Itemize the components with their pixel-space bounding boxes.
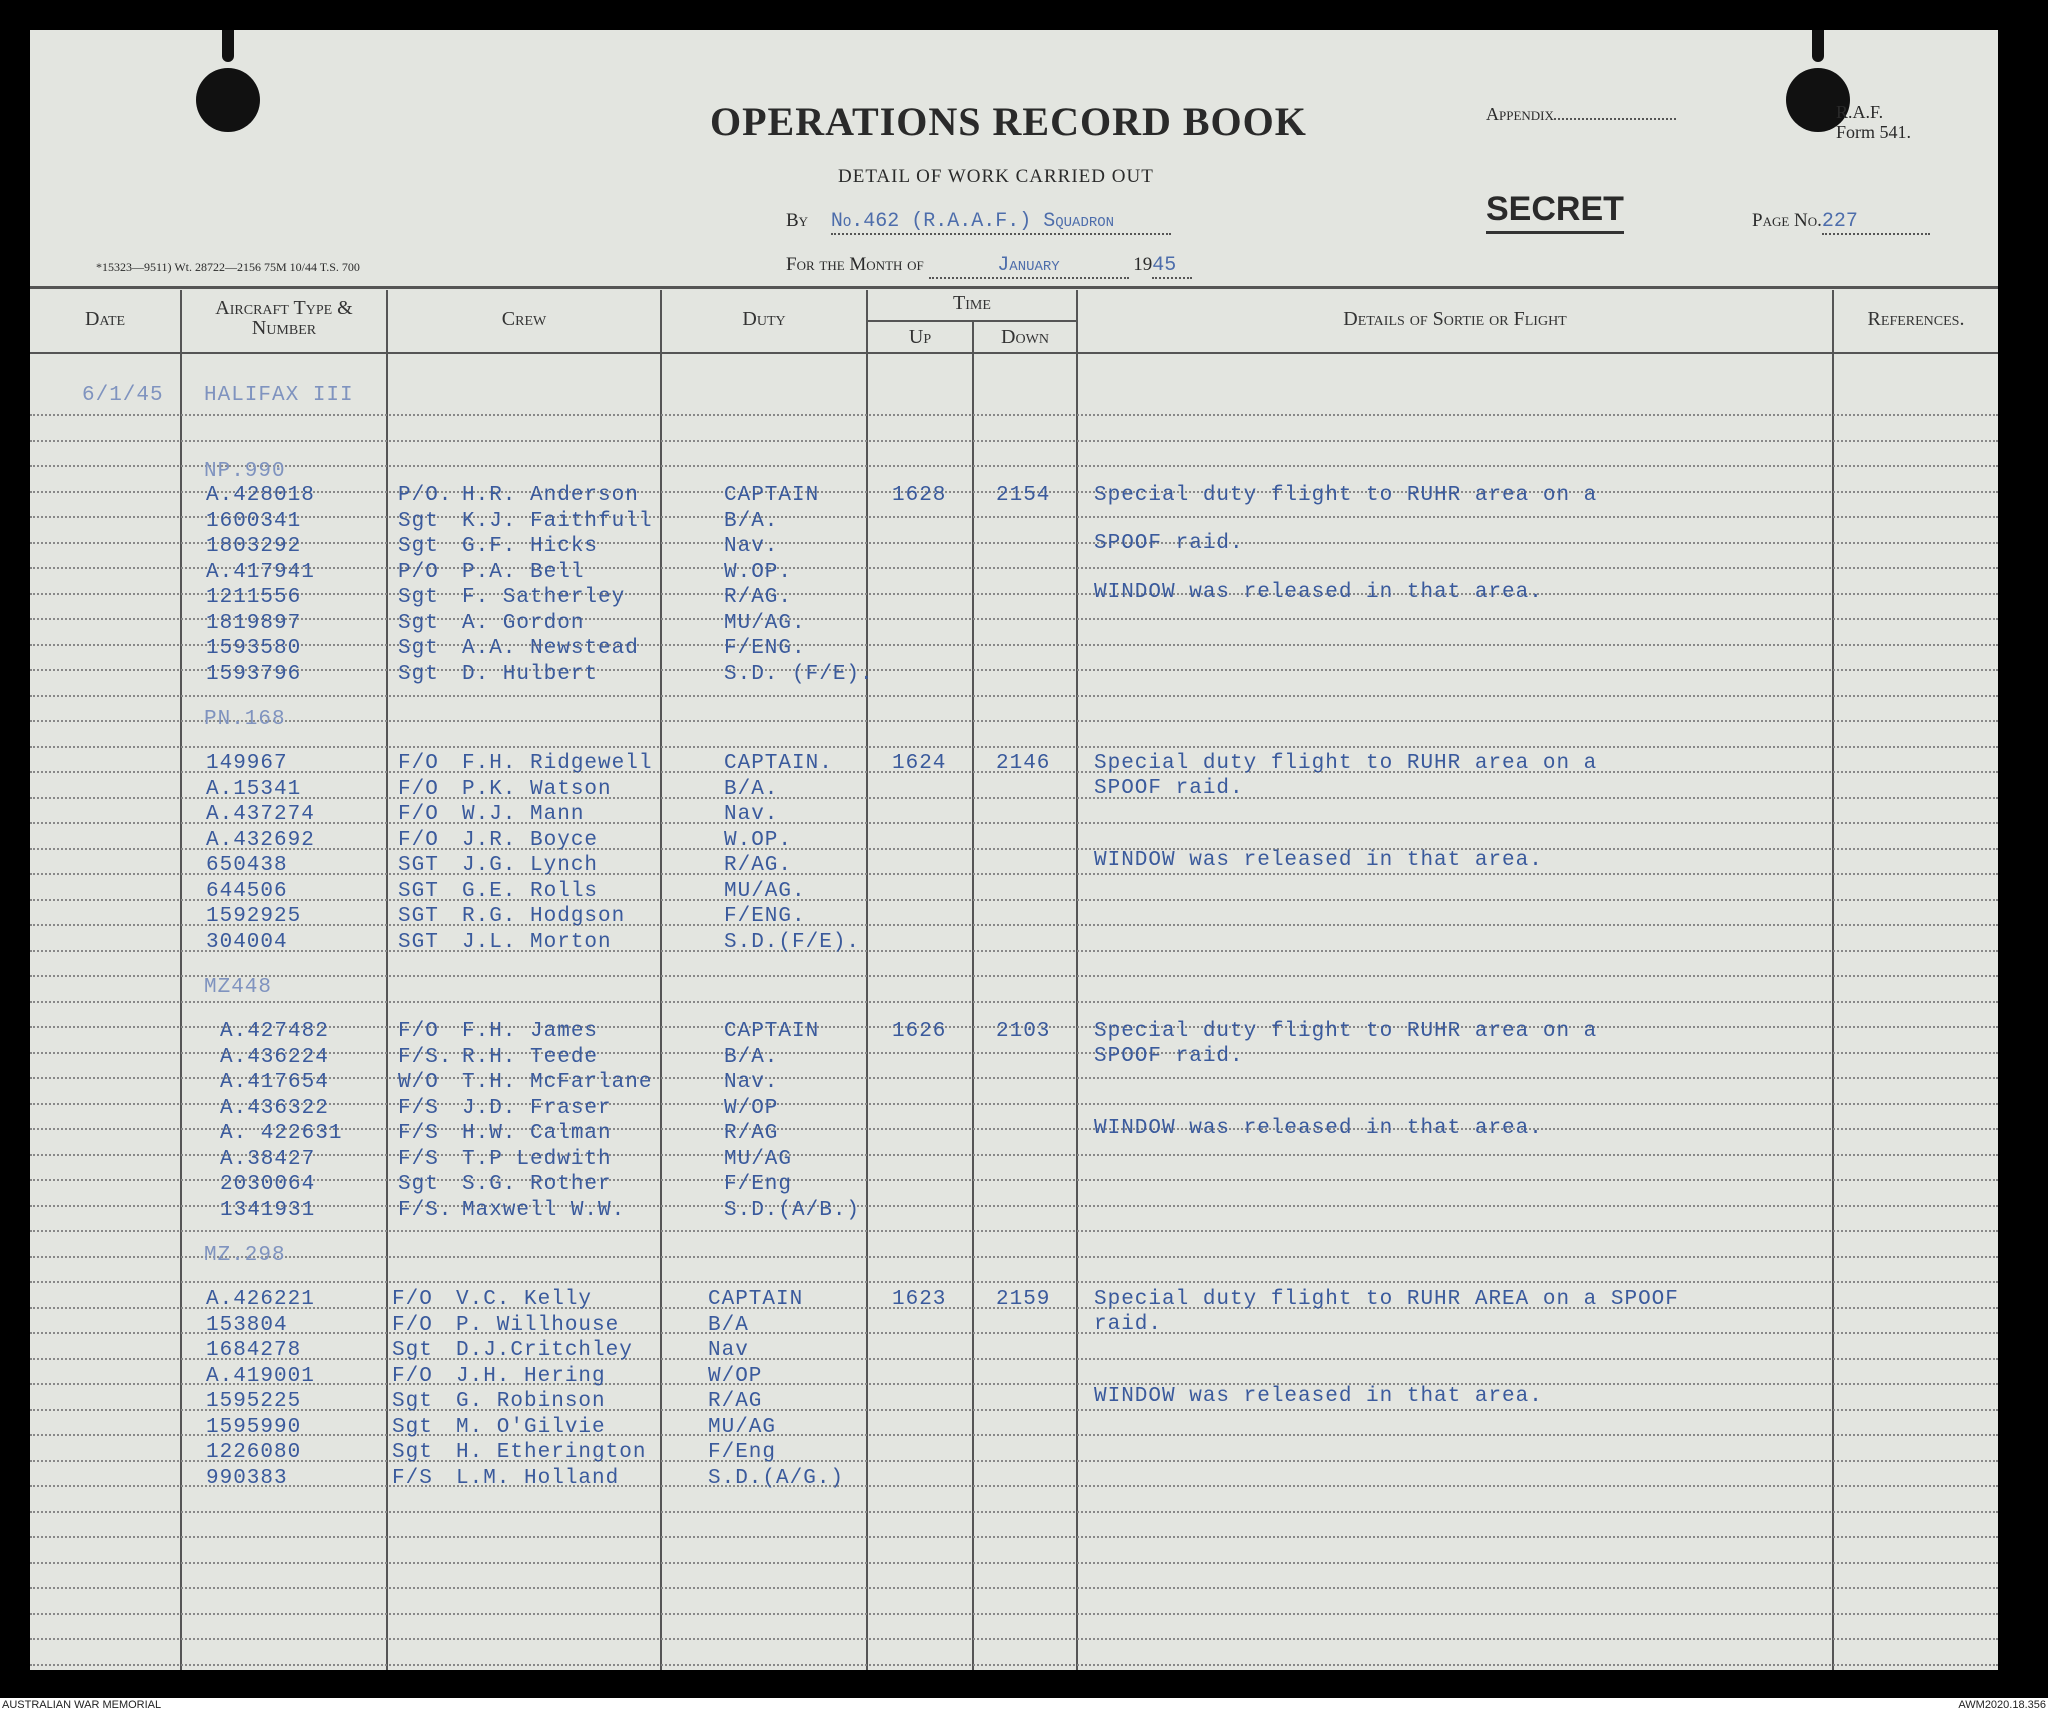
sortie-details-line: WINDOW was released in that area. — [1094, 1385, 1543, 1408]
crew-service-number: 304004 — [206, 930, 288, 954]
crew-rank: F/O — [398, 803, 439, 826]
ruled-line — [30, 924, 1998, 926]
print-code: *15323—9511) Wt. 28722—2156 75M 10/44 T.S. 700 — [96, 260, 360, 274]
crew-duty: R/AG. — [724, 586, 793, 609]
crew-duty: MU/AG. — [724, 879, 806, 903]
crew-duty: S.D.(A/G.) — [708, 1466, 845, 1490]
crew-name: D. Hulbert — [462, 662, 599, 686]
appendix-blank — [1554, 118, 1676, 120]
appendix-field — [1486, 104, 1676, 125]
crew-service-number: 153804 — [206, 1313, 288, 1337]
aircraft-number: MZ448 — [204, 976, 273, 999]
page-title: OPERATIONS RECORD BOOK — [710, 99, 1307, 144]
col-header-details: Details of Sortie or Flight — [1343, 308, 1567, 330]
ruled-line — [30, 465, 1998, 467]
time-down: 2159 — [996, 1288, 1051, 1311]
crew-name: M. O'Gilvie — [456, 1415, 606, 1439]
crew-rank: Sgt — [398, 509, 439, 533]
crew-rank: Sgt — [398, 662, 439, 686]
crew-name: J.H. Hering — [456, 1364, 606, 1388]
ruled-line — [30, 414, 1998, 416]
ruled-line — [30, 1664, 1998, 1666]
ruled-line — [30, 567, 1998, 569]
ruled-line — [30, 1383, 1998, 1385]
crew-service-number: 1595990 — [206, 1415, 302, 1439]
crew-service-number: 1593580 — [206, 637, 302, 660]
crew-service-number: A.428018 — [206, 484, 315, 507]
crew-service-number: 1341931 — [220, 1198, 316, 1222]
crew-duty: R/AG. — [724, 854, 793, 877]
crew-service-number: 1595225 — [206, 1390, 302, 1413]
crew-name: J.R. Boyce — [462, 828, 599, 852]
crew-name: H.W. Calman — [462, 1122, 612, 1145]
crew-duty: B/A. — [724, 509, 779, 533]
crew-name: Maxwell W.W. — [462, 1198, 626, 1222]
crew-duty: R/AG — [708, 1390, 763, 1413]
col-header-crew: Crew — [501, 308, 547, 330]
crew-service-number: A.417654 — [220, 1071, 329, 1094]
ruled-line — [30, 1256, 1998, 1258]
crew-service-number: 149967 — [206, 752, 288, 775]
ruled-line — [30, 822, 1998, 824]
crew-service-number: 1592925 — [206, 905, 302, 928]
crew-rank: Sgt — [398, 535, 439, 558]
crew-rank: P/O. — [398, 484, 453, 507]
crew-name: T.P Ledwith — [462, 1147, 612, 1171]
crew-rank: Sgt — [398, 586, 439, 609]
binder-hole-left — [196, 68, 260, 132]
time-up: 1628 — [892, 484, 947, 507]
binder-tab-left — [222, 30, 234, 62]
ruled-line — [30, 1205, 1998, 1207]
crew-service-number: A.15341 — [206, 777, 302, 801]
table-header-rule — [30, 352, 1998, 354]
crew-rank: F/O — [398, 777, 439, 801]
crew-duty: CAPTAIN — [724, 1020, 820, 1043]
crew-rank: SGT — [398, 930, 439, 954]
squadron-field — [786, 210, 1171, 235]
ruled-line — [30, 899, 1998, 901]
crew-name: F.H. James — [462, 1020, 599, 1043]
crew-name: T.H. McFarlane — [462, 1071, 653, 1094]
by-label: By — [786, 210, 809, 231]
col-divider-aircraft — [386, 290, 388, 1670]
ruled-line — [30, 950, 1998, 952]
crew-service-number: 1211556 — [206, 586, 302, 609]
time-up: 1624 — [892, 752, 947, 775]
col-header-aircraft: Aircraft Type & Number — [215, 297, 353, 339]
sortie-details-line: WINDOW was released in that area. — [1094, 1117, 1543, 1140]
crew-rank: F/S — [398, 1147, 439, 1171]
form-line-1: R.A.F. — [1836, 102, 1884, 122]
crew-name: J.L. Morton — [462, 930, 612, 954]
aircraft-number: PN.168 — [204, 708, 286, 731]
crew-service-number: 1819897 — [206, 611, 302, 635]
ruled-line — [30, 1154, 1998, 1156]
sortie-details-line: SPOOF raid. — [1094, 1045, 1244, 1068]
crew-name: G.E. Rolls — [462, 879, 599, 903]
crew-service-number: A.436322 — [220, 1096, 329, 1120]
ruled-line — [30, 1587, 1998, 1589]
time-up: 1626 — [892, 1020, 947, 1043]
crew-rank: F/S. — [398, 1045, 453, 1069]
record-sheet — [30, 30, 1998, 1670]
month-field — [786, 254, 1192, 279]
crew-service-number: 1684278 — [206, 1339, 302, 1362]
crew-name: W.J. Mann — [462, 803, 585, 826]
ruled-line — [30, 669, 1998, 671]
crew-name: R.H. Teede — [462, 1045, 599, 1069]
crew-duty: R/AG — [724, 1122, 779, 1145]
crew-duty: F/Eng — [708, 1441, 777, 1464]
crew-service-number: 1226080 — [206, 1441, 302, 1464]
ruled-line — [30, 542, 1998, 544]
crew-name: V.C. Kelly — [456, 1288, 593, 1311]
ruled-line — [30, 873, 1998, 875]
crew-service-number: A.38427 — [220, 1147, 316, 1171]
crew-rank: F/S — [398, 1122, 439, 1145]
crew-rank: W/O — [398, 1071, 439, 1094]
ruled-line — [30, 1485, 1998, 1487]
crew-rank: F/O — [398, 752, 439, 775]
crew-service-number: A.419001 — [206, 1364, 315, 1388]
appendix-label: Appendix — [1486, 104, 1554, 124]
time-down: 2154 — [996, 484, 1051, 507]
ruled-line — [30, 1638, 1998, 1640]
crew-name: R.G. Hodgson — [462, 905, 626, 928]
crew-rank: Sgt — [392, 1339, 433, 1362]
ruled-line — [30, 1409, 1998, 1411]
ruled-line — [30, 1179, 1998, 1181]
crew-duty: Nav. — [724, 535, 779, 558]
ruled-line — [30, 848, 1998, 850]
crew-rank: P/O — [398, 560, 439, 584]
time-down: 2146 — [996, 752, 1051, 775]
crew-rank: F/O — [392, 1313, 433, 1337]
ruled-line — [30, 720, 1998, 722]
crew-rank: Sgt — [392, 1441, 433, 1464]
crew-duty: W/OP — [708, 1364, 763, 1388]
crew-duty: W.OP. — [724, 560, 793, 584]
crew-name: A. Gordon — [462, 611, 585, 635]
col-divider-down — [1076, 290, 1078, 1670]
time-up: 1623 — [892, 1288, 947, 1311]
ruled-line — [30, 746, 1998, 748]
table-top-rule — [30, 286, 1998, 289]
crew-service-number: A.436224 — [220, 1045, 329, 1069]
crew-name: L.M. Holland — [456, 1466, 620, 1490]
ruled-line — [30, 975, 1998, 977]
aircraft-type: HALIFAX III — [204, 384, 354, 407]
sortie-details-line: SPOOF raid. — [1094, 532, 1244, 555]
crew-name: P.K. Watson — [462, 777, 612, 801]
crew-name: G. Robinson — [456, 1390, 606, 1413]
crew-rank: F/O — [392, 1288, 433, 1311]
crew-duty: CAPTAIN — [708, 1288, 804, 1311]
crew-name: F. Satherley — [462, 586, 626, 609]
crew-duty: B/A — [708, 1313, 749, 1337]
col-divider-details — [1832, 290, 1834, 1670]
col-divider-up — [972, 320, 974, 1670]
col-header-references: References. — [1867, 308, 1965, 330]
ruled-line — [30, 1613, 1998, 1615]
crew-duty: MU/AG — [724, 1147, 793, 1171]
crew-rank: Sgt — [392, 1415, 433, 1439]
col-header-down: Down — [1001, 326, 1049, 348]
crew-name: H. Etherington — [456, 1441, 647, 1464]
crew-rank: Sgt — [398, 611, 439, 635]
ruled-line — [30, 440, 1998, 442]
crew-duty: S.D. (F/E). — [724, 662, 874, 686]
crew-rank: SGT — [398, 905, 439, 928]
subtitle: DETAIL OF WORK CARRIED OUT — [838, 166, 1154, 187]
crew-duty: B/A. — [724, 1045, 779, 1069]
crew-service-number: 1593796 — [206, 662, 302, 686]
crew-rank: F/S. — [398, 1198, 453, 1222]
ruled-line — [30, 1536, 1998, 1538]
aircraft-number: MZ.298 — [204, 1244, 286, 1267]
crew-name: J.D. Fraser — [462, 1096, 612, 1120]
sortie-details-line: Special duty flight to RUHR area on a — [1094, 1020, 1598, 1043]
crew-service-number: A.426221 — [206, 1288, 315, 1311]
crew-duty: S.D.(F/E). — [724, 930, 861, 954]
ruled-line — [30, 1460, 1998, 1462]
crew-name: S.G. Rother — [462, 1173, 612, 1196]
crew-name: K.J. Faithfull — [462, 509, 653, 533]
crew-name: H.R. Anderson — [462, 484, 639, 507]
ruled-line — [30, 644, 1998, 646]
binder-tab-right — [1812, 30, 1824, 62]
ruled-line — [30, 1230, 1998, 1232]
crew-rank: F/S — [398, 1096, 439, 1120]
sortie-details-line: Special duty flight to RUHR area on a — [1094, 752, 1598, 775]
secret-stamp: SECRET — [1486, 190, 1624, 234]
form-number — [1836, 102, 1911, 142]
crew-duty: Nav. — [724, 1071, 779, 1094]
crew-service-number: A. 422631 — [220, 1122, 343, 1145]
crew-rank: Sgt — [398, 637, 439, 660]
crew-service-number: 1600341 — [206, 509, 302, 533]
ruled-line — [30, 797, 1998, 799]
ruled-line — [30, 593, 1998, 595]
month-value: January — [929, 254, 1129, 279]
crew-duty: F/Eng — [724, 1173, 793, 1196]
ruled-line — [30, 1332, 1998, 1334]
sortie-details-line: Special duty flight to RUHR AREA on a SPOOF — [1094, 1288, 1679, 1311]
col-divider-duty — [866, 290, 868, 1670]
crew-duty: F/ENG. — [724, 905, 806, 928]
form-line-2: Form 541. — [1836, 122, 1912, 142]
crew-rank: Sgt — [392, 1390, 433, 1413]
crew-name: P.A. Bell — [462, 560, 585, 584]
page-number: 227 — [1822, 210, 1930, 235]
sortie-details-line: SPOOF raid. — [1094, 777, 1244, 800]
crew-name: A.A. Newstead — [462, 637, 639, 660]
sortie-details-line: Special duty flight to RUHR area on a — [1094, 484, 1598, 507]
time-down: 2103 — [996, 1020, 1051, 1043]
col-divider-date — [180, 290, 182, 1670]
crew-duty: W/OP — [724, 1096, 779, 1120]
crew-service-number: 650438 — [206, 854, 288, 877]
ruled-line — [30, 695, 1998, 697]
squadron-value: No.462 (R.A.A.F.) Squadron — [831, 210, 1171, 235]
crew-service-number: 2030064 — [220, 1173, 316, 1196]
aircraft-number: NP.990 — [204, 460, 286, 483]
crew-service-number: A.427482 — [220, 1020, 329, 1043]
ruled-line — [30, 1562, 1998, 1564]
crew-name: J.G. Lynch — [462, 854, 599, 877]
ruled-line — [30, 516, 1998, 518]
crew-rank: F/S — [392, 1466, 433, 1490]
crew-duty: S.D.(A/B.) — [724, 1198, 861, 1222]
ruled-line — [30, 618, 1998, 620]
crew-name: D.J.Critchley — [456, 1339, 633, 1362]
crew-service-number: 990383 — [206, 1466, 288, 1490]
crew-duty: CAPTAIN. — [724, 752, 833, 775]
ruled-line — [30, 1281, 1998, 1283]
crew-duty: F/ENG. — [724, 637, 806, 660]
crew-service-number: A.417941 — [206, 560, 315, 584]
ruled-line — [30, 1001, 1998, 1003]
month-label: For the Month of — [786, 254, 924, 275]
crew-rank: Sgt — [398, 1173, 439, 1196]
sortie-details-line: WINDOW was released in that area. — [1094, 849, 1543, 872]
crew-name: F.H. Ridgewell — [462, 752, 653, 775]
crew-duty: Nav. — [724, 803, 779, 826]
sortie-details-line: WINDOW was released in that area. — [1094, 581, 1543, 604]
crew-rank: SGT — [398, 879, 439, 903]
entry-date: 6/1/45 — [82, 384, 164, 407]
crew-name: P. Willhouse — [456, 1313, 620, 1337]
page-number-field — [1752, 210, 1930, 235]
ruled-line — [30, 1358, 1998, 1360]
crew-service-number: 644506 — [206, 879, 288, 903]
crew-duty: CAPTAIN — [724, 484, 820, 507]
col-header-time: Time — [953, 292, 991, 314]
crew-service-number: A.432692 — [206, 828, 315, 852]
crew-duty: MU/AG — [708, 1415, 777, 1439]
crew-service-number: A.437274 — [206, 803, 315, 826]
sortie-details-line: raid. — [1094, 1313, 1163, 1336]
archive-credit: AUSTRALIAN WAR MEMORIAL — [2, 1699, 162, 1711]
crew-duty: MU/AG. — [724, 611, 806, 635]
crew-duty: Nav — [708, 1339, 749, 1362]
crew-duty: W.OP. — [724, 828, 793, 852]
ruled-line — [30, 1511, 1998, 1513]
crew-rank: F/O — [398, 1020, 439, 1043]
year-value: 45 — [1152, 254, 1192, 279]
ruled-line — [30, 1434, 1998, 1436]
crew-rank: F/O — [392, 1364, 433, 1388]
crew-duty: B/A. — [724, 777, 779, 801]
crew-rank: SGT — [398, 854, 439, 877]
page-label: Page No. — [1752, 210, 1822, 231]
crew-service-number: 1803292 — [206, 535, 302, 558]
crew-name: G.F. Hicks — [462, 535, 599, 558]
crew-rank: F/O — [398, 828, 439, 852]
archive-reference: AWM2020.18.356 — [1958, 1699, 2046, 1711]
col-header-duty: Duty — [742, 308, 786, 330]
col-header-date: Date — [84, 308, 126, 330]
col-header-up: Up — [908, 326, 932, 348]
year-prefix: 19 — [1133, 254, 1153, 275]
col-divider-crew — [660, 290, 662, 1670]
